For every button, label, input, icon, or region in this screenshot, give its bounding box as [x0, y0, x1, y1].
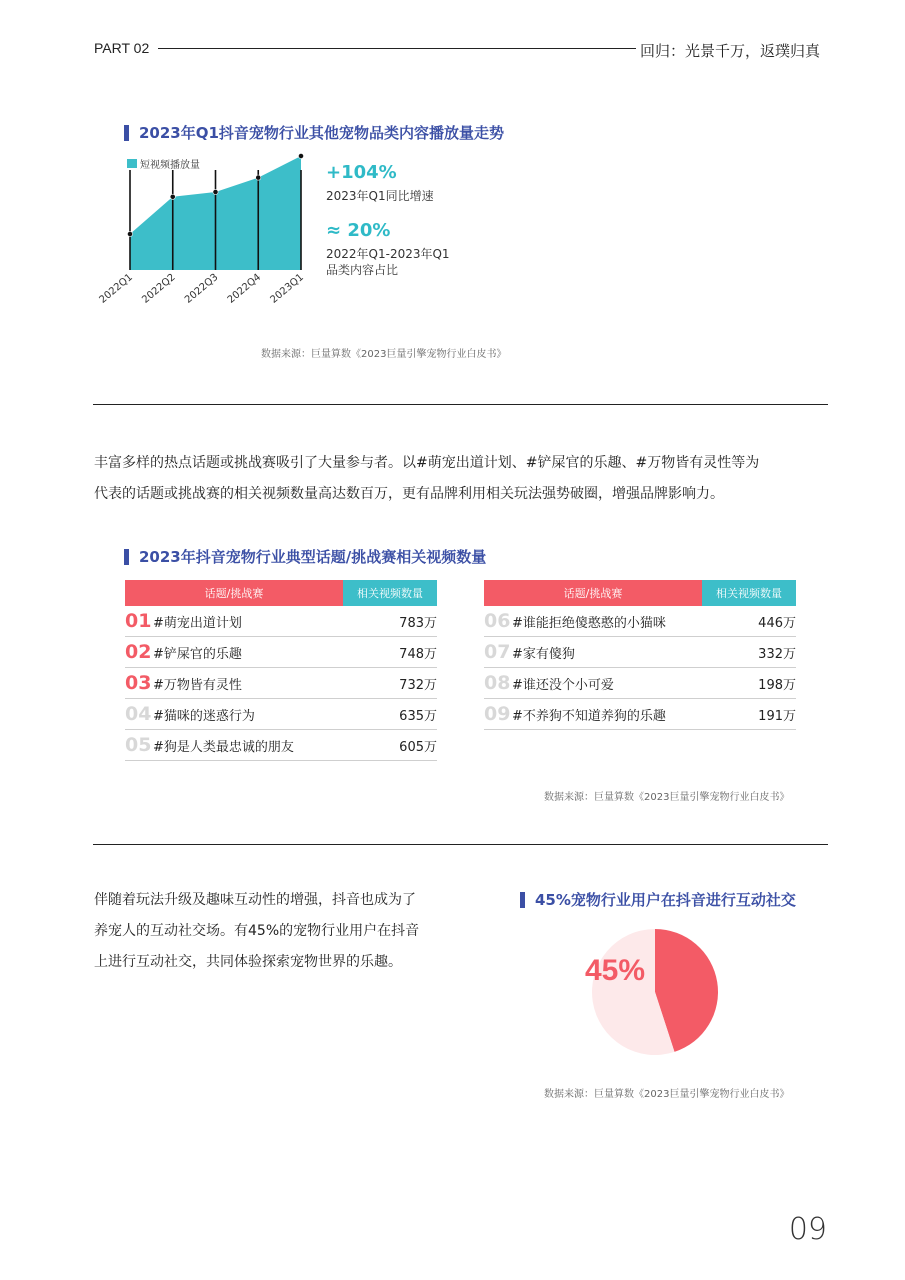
- video-count: 446万: [702, 606, 796, 637]
- rank-number: 02: [125, 637, 153, 668]
- social-line-2: 养宠人的互动社交场。有45%的宠物行业用户在抖音: [94, 923, 420, 939]
- data-point: [298, 153, 303, 158]
- video-count: 332万: [702, 637, 796, 668]
- topic-name: #铲屎官的乐趣: [153, 637, 343, 668]
- x-tick-label: 2022Q3: [182, 271, 221, 306]
- chapter-title: 回归：光景千万，返璞归真: [640, 42, 821, 60]
- topic-name: #萌宠出道计划: [153, 606, 343, 637]
- video-count: 635万: [343, 699, 437, 730]
- intro-line-1: 丰富多样的热点话题或挑战赛吸引了大量参与者。以#萌宠出道计划、#铲屎官的乐趣、#万物皆有灵性等为: [94, 455, 760, 471]
- part-label: PART 02: [94, 40, 150, 56]
- header-rule: [158, 48, 636, 49]
- video-count: 605万: [343, 730, 437, 761]
- page-number: 09: [788, 1212, 827, 1247]
- topic-name: #狗是人类最忠诚的朋友: [153, 730, 343, 761]
- table-row: [125, 637, 437, 668]
- video-count: 732万: [343, 668, 437, 699]
- social-line-3: 上进行互动社交，共同体验探索宠物世界的乐趣。: [94, 954, 402, 970]
- rank-number: 05: [125, 730, 153, 761]
- topic-name: #家有傻狗: [512, 637, 702, 668]
- section3-source: 数据来源：巨量算数《2023巨量引擎宠物行业白皮书》: [544, 1089, 790, 1100]
- intro-line-2: 代表的话题或挑战赛的相关视频数量高达数百万，更有品牌利用相关玩法强势破圈，增强品牌影响力。: [94, 486, 724, 502]
- share-value: ≈ 20%: [326, 220, 391, 241]
- rank-number: 06: [484, 606, 512, 637]
- data-point: [170, 194, 175, 199]
- topic-name: #谁能拒绝傻憨憨的小猫咪: [512, 606, 702, 637]
- video-count: 748万: [343, 637, 437, 668]
- x-tick-label: 2022Q2: [140, 271, 178, 306]
- pie-center-label: 45%: [585, 954, 646, 987]
- topic-table-left: [125, 580, 437, 761]
- section1-title: 2023年Q1抖音宠物行业其他宠物品类内容播放量走势: [124, 125, 504, 141]
- video-count: 198万: [702, 668, 796, 699]
- x-tick-label: 2023Q1: [268, 271, 306, 306]
- table-row: [125, 606, 437, 637]
- section2-title: 2023年抖音宠物行业典型话题/挑战赛相关视频数量: [124, 549, 486, 565]
- topic-name: #谁还没个小可爱: [512, 668, 702, 699]
- table-row: [484, 606, 796, 637]
- topic-name: #万物皆有灵性: [153, 668, 343, 699]
- section3-title: 45%宠物行业用户在抖音进行互动社交: [520, 892, 796, 908]
- section-divider-1: [93, 404, 828, 405]
- share-label-line1: 2022年Q1-2023年Q1: [326, 247, 450, 261]
- growth-label: 2023年Q1同比增速: [326, 189, 434, 203]
- table-row: [484, 637, 796, 668]
- col-header-count: 相关视频数量: [343, 580, 437, 606]
- rank-number: 01: [125, 606, 153, 637]
- rank-number: 04: [125, 699, 153, 730]
- x-tick-label: 2022Q4: [225, 271, 264, 306]
- rank-number: 03: [125, 668, 153, 699]
- section-divider-2: [93, 844, 828, 845]
- topic-name: #猫咪的迷惑行为: [153, 699, 343, 730]
- video-count: 783万: [343, 606, 437, 637]
- table-row: [484, 699, 796, 730]
- growth-value: +104%: [326, 162, 397, 183]
- section1-source: 数据来源：巨量算数《2023巨量引擎宠物行业白皮书》: [261, 349, 507, 360]
- rank-number: 09: [484, 699, 512, 730]
- rank-number: 07: [484, 637, 512, 668]
- table-row: [125, 699, 437, 730]
- col-header-topic: 话题/挑战赛: [484, 580, 702, 606]
- legend-label: 短视频播放量: [140, 160, 200, 171]
- col-header-topic: 话题/挑战赛: [125, 580, 343, 606]
- topic-name: #不养狗不知道养狗的乐趣: [512, 699, 702, 730]
- share-label-line2: 品类内容占比: [326, 263, 399, 277]
- social-share-pie: [585, 922, 725, 1062]
- data-point: [127, 231, 132, 236]
- x-tick-label: 2022Q1: [97, 271, 135, 306]
- intro-paragraph: [94, 448, 834, 510]
- playback-trend-chart: [95, 150, 325, 320]
- col-header-count: 相关视频数量: [702, 580, 796, 606]
- video-count: 191万: [702, 699, 796, 730]
- table-row: [125, 668, 437, 699]
- section2-source: 数据来源：巨量算数《2023巨量引擎宠物行业白皮书》: [544, 792, 790, 803]
- rank-number: 08: [484, 668, 512, 699]
- table-row: [125, 730, 437, 761]
- data-point: [213, 189, 218, 194]
- social-line-1: 伴随着玩法升级及趣味互动性的增强，抖音也成为了: [94, 892, 416, 908]
- topic-table-right: [484, 580, 796, 730]
- social-paragraph: [94, 885, 474, 978]
- data-point: [256, 175, 261, 180]
- table-row: [484, 668, 796, 699]
